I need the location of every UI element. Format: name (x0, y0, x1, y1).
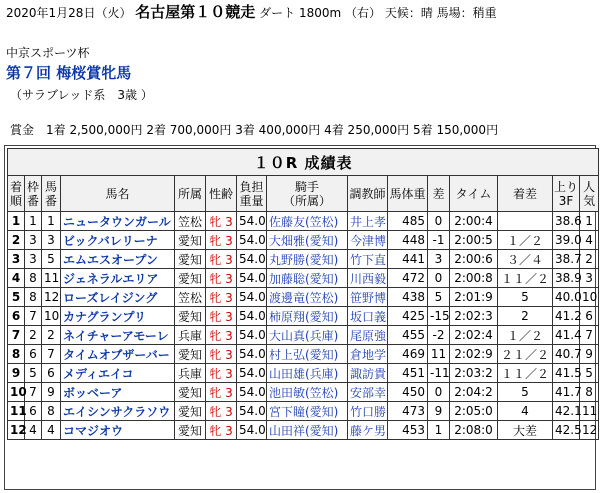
col-weight: 負担 重量 (237, 176, 267, 212)
race-name: 第７回 梅桜賞牝馬 (6, 64, 132, 82)
result-body-weight: 448 (388, 231, 428, 250)
result-weight-diff: -2 (428, 326, 450, 345)
result-body-weight: 453 (388, 421, 428, 440)
result-affiliation: 愛知 (175, 269, 206, 288)
result-sex: 牝 (209, 271, 222, 286)
result-margin: １１／２ (498, 364, 553, 383)
result-age: 3 (225, 271, 233, 286)
result-rank: 10 (8, 383, 25, 402)
result-margin: 5 (498, 383, 553, 402)
result-weight: 54.0 (237, 288, 267, 307)
result-sex-age (206, 212, 237, 231)
horse-name-link[interactable]: コマジオウ (61, 421, 175, 440)
result-body-weight: 485 (388, 212, 428, 231)
result-age: 3 (225, 290, 233, 305)
result-weight-diff: 0 (428, 269, 450, 288)
horse-name-link[interactable]: メディエイコ (61, 364, 175, 383)
result-last3f: 38.7 (553, 250, 580, 269)
result-time: 2:04:2 (450, 383, 498, 402)
result-weight: 54.0 (237, 307, 267, 326)
horse-name-link[interactable]: カナグランプリ (61, 307, 175, 326)
jockey-name-link[interactable]: 渡邊竜(笠松) (267, 288, 348, 307)
result-rank: 4 (8, 269, 25, 288)
result-sex: 牝 (209, 328, 222, 343)
result-margin: １／２ (498, 231, 553, 250)
result-body-weight: 472 (388, 269, 428, 288)
results-table (7, 148, 599, 440)
result-margin: 5 (498, 288, 553, 307)
result-affiliation: 愛知 (175, 402, 206, 421)
result-age: 3 (225, 328, 233, 343)
result-weight: 54.0 (237, 364, 267, 383)
result-margin (498, 212, 553, 231)
table-row (8, 269, 599, 288)
col-last3f: 上り 3F (553, 176, 580, 212)
result-sex-age (206, 269, 237, 288)
result-margin: 4 (498, 402, 553, 421)
result-frame: 3 (25, 250, 42, 269)
result-popularity: 8 (580, 383, 599, 402)
result-age: 3 (225, 423, 233, 438)
result-weight-diff: 0 (428, 383, 450, 402)
jockey-name-link[interactable]: 加藤聡(愛知) (267, 269, 348, 288)
result-frame: 6 (25, 345, 42, 364)
result-margin: ２１／２ (498, 345, 553, 364)
result-age: 3 (225, 366, 233, 381)
result-time: 2:02:9 (450, 345, 498, 364)
result-age: 3 (225, 214, 233, 229)
result-rank: 2 (8, 231, 25, 250)
result-sex-age (206, 326, 237, 345)
col-affil: 所属 (175, 176, 206, 212)
table-row (8, 383, 599, 402)
col-trainer: 調教師 (348, 176, 388, 212)
result-margin: ３／４ (498, 250, 553, 269)
trainer-name-link[interactable]: 今津博 (348, 231, 388, 250)
result-age: 3 (225, 404, 233, 419)
result-affiliation: 愛知 (175, 307, 206, 326)
horse-name-link[interactable]: エイシンサクラソウ (61, 402, 175, 421)
col-jockey: 騎手 （所属） (267, 176, 348, 212)
jockey-name-link[interactable]: 村上弘(愛知) (267, 345, 348, 364)
col-rank: 着 順 (8, 176, 25, 212)
result-sex: 牝 (209, 252, 222, 267)
result-sex-age (206, 383, 237, 402)
horse-name-link[interactable]: ニュータウンガール (61, 212, 175, 231)
result-weight-diff: 3 (428, 250, 450, 269)
result-rank: 7 (8, 326, 25, 345)
result-weight: 54.0 (237, 231, 267, 250)
race-date: 2020年1月28日 (6, 6, 96, 20)
trainer-name-link[interactable]: 倉地学 (348, 345, 388, 364)
result-time: 2:03:2 (450, 364, 498, 383)
result-sex: 牝 (209, 214, 222, 229)
result-last3f: 38.9 (553, 269, 580, 288)
col-time: タイム (450, 176, 498, 212)
trainer-name-link[interactable]: 井上孝 (348, 212, 388, 231)
result-rank: 9 (8, 364, 25, 383)
result-last3f: 41.7 (553, 383, 580, 402)
jockey-name-link[interactable]: 大山真(兵庫) (267, 326, 348, 345)
result-body-weight: 450 (388, 383, 428, 402)
result-sex-age (206, 364, 237, 383)
result-age: 3 (225, 233, 233, 248)
result-time: 2:02:4 (450, 326, 498, 345)
jockey-name-link[interactable]: 池田敏(笠松) (267, 383, 348, 402)
result-last3f: 39.0 (553, 231, 580, 250)
result-weight-diff: -11 (428, 364, 450, 383)
jockey-name-link[interactable]: 宮下瞳(愛知) (267, 402, 348, 421)
result-popularity: 2 (580, 250, 599, 269)
result-margin: １１／２ (498, 269, 553, 288)
table-row (8, 288, 599, 307)
result-number: 9 (42, 383, 61, 402)
race-track: 馬場：稍重 (436, 6, 497, 20)
result-popularity: 1 (580, 212, 599, 231)
table-row (8, 250, 599, 269)
result-sex: 牝 (209, 347, 222, 362)
result-number: 5 (42, 250, 61, 269)
header-row (8, 176, 599, 212)
result-time: 2:08:0 (450, 421, 498, 440)
race-course: ダート 1800m （右） (259, 6, 381, 20)
col-frame: 枠 番 (25, 176, 42, 212)
horse-name-link[interactable]: タイムオブザーバー (61, 345, 175, 364)
result-last3f: 41.5 (553, 364, 580, 383)
result-weight-diff: 1 (428, 421, 450, 440)
result-sex-age (206, 402, 237, 421)
race-conditions: （サラブレッド系 3歳 ） (10, 88, 153, 102)
col-horse: 馬名 (61, 176, 175, 212)
result-rank: 11 (8, 402, 25, 421)
race-sponsor: 中京スポーツ杯 (6, 46, 90, 60)
result-affiliation: 笠松 (175, 212, 206, 231)
result-affiliation: 愛知 (175, 421, 206, 440)
result-sex: 牝 (209, 290, 222, 305)
result-weight-diff: 5 (428, 288, 450, 307)
results-body (8, 212, 599, 440)
table-row (8, 231, 599, 250)
result-body-weight: 438 (388, 288, 428, 307)
result-weight: 54.0 (237, 383, 267, 402)
result-last3f: 41.4 (553, 326, 580, 345)
result-frame: 6 (25, 402, 42, 421)
jockey-name-link[interactable]: 佐藤友(笠松) (267, 212, 348, 231)
result-margin: 2 (498, 307, 553, 326)
result-sex: 牝 (209, 366, 222, 381)
table-caption: １０R 成績表 (8, 149, 599, 176)
result-weight-diff: 0 (428, 212, 450, 231)
result-affiliation: 愛知 (175, 383, 206, 402)
result-body-weight: 473 (388, 402, 428, 421)
result-time: 2:00:8 (450, 269, 498, 288)
result-frame: 1 (25, 212, 42, 231)
horse-name-link[interactable]: エムエスオープン (61, 250, 175, 269)
table-row (8, 421, 599, 440)
result-time: 2:00:4 (450, 212, 498, 231)
result-frame: 2 (25, 326, 42, 345)
jockey-name-link[interactable]: 丸野勝(愛知) (267, 250, 348, 269)
result-popularity: 11 (580, 402, 599, 421)
result-popularity: 5 (580, 364, 599, 383)
result-sex: 牝 (209, 309, 222, 324)
result-frame: 5 (25, 364, 42, 383)
result-popularity: 3 (580, 269, 599, 288)
result-popularity: 7 (580, 326, 599, 345)
result-affiliation: 兵庫 (175, 326, 206, 345)
result-weight-diff: -15 (428, 307, 450, 326)
result-affiliation: 愛知 (175, 231, 206, 250)
result-number: 8 (42, 402, 61, 421)
result-body-weight: 425 (388, 307, 428, 326)
result-margin: 大差 (498, 421, 553, 440)
horse-name-link[interactable]: ジェネラルエリア (61, 269, 175, 288)
result-sex: 牝 (209, 233, 222, 248)
result-popularity: 4 (580, 231, 599, 250)
result-time: 2:02:3 (450, 307, 498, 326)
result-last3f: 40.0 (553, 288, 580, 307)
result-popularity: 12 (580, 421, 599, 440)
result-number: 7 (42, 345, 61, 364)
table-row (8, 326, 599, 345)
result-time: 2:05:0 (450, 402, 498, 421)
table-row (8, 364, 599, 383)
jockey-name-link[interactable]: 柿原翔(愛知) (267, 307, 348, 326)
result-sex: 牝 (209, 423, 222, 438)
result-rank: 1 (8, 212, 25, 231)
result-body-weight: 455 (388, 326, 428, 345)
trainer-name-link[interactable]: 安部幸 (348, 383, 388, 402)
trainer-name-link[interactable]: 川西毅 (348, 269, 388, 288)
result-affiliation: 愛知 (175, 345, 206, 364)
horse-name-link[interactable]: ビックバレリーナ (61, 231, 175, 250)
result-sex-age (206, 288, 237, 307)
col-popularity: 人 気 (580, 176, 599, 212)
race-weather: 天候：晴 (384, 6, 433, 20)
result-affiliation: 兵庫 (175, 364, 206, 383)
result-affiliation: 笠松 (175, 288, 206, 307)
trainer-name-link[interactable]: 藤ケ男 (348, 421, 388, 440)
result-frame: 8 (25, 269, 42, 288)
result-sex: 牝 (209, 385, 222, 400)
trainer-name-link[interactable]: 諏訪貴 (348, 364, 388, 383)
table-row (8, 212, 599, 231)
result-sex-age (206, 250, 237, 269)
result-age: 3 (225, 252, 233, 267)
result-sex-age (206, 307, 237, 326)
result-popularity: 6 (580, 307, 599, 326)
table-row (8, 307, 599, 326)
result-sex-age (206, 421, 237, 440)
result-number: 11 (42, 269, 61, 288)
result-last3f: 38.6 (553, 212, 580, 231)
col-bodyweight: 馬体重 (388, 176, 428, 212)
result-popularity: 10 (580, 288, 599, 307)
result-number: 2 (42, 326, 61, 345)
result-frame: 8 (25, 288, 42, 307)
result-time: 2:00:6 (450, 250, 498, 269)
result-sex: 牝 (209, 404, 222, 419)
result-number: 3 (42, 231, 61, 250)
result-time: 2:01:9 (450, 288, 498, 307)
result-rank: 12 (8, 421, 25, 440)
jockey-name-link[interactable]: 山田祥(愛知) (267, 421, 348, 440)
result-weight: 54.0 (237, 402, 267, 421)
result-popularity: 9 (580, 345, 599, 364)
result-weight: 54.0 (237, 421, 267, 440)
race-weekday: （火） (95, 6, 132, 20)
trainer-name-link[interactable]: 竹口勝 (348, 402, 388, 421)
horse-name-link[interactable]: ボッベーア (61, 383, 175, 402)
result-body-weight: 469 (388, 345, 428, 364)
result-frame: 3 (25, 231, 42, 250)
race-header (6, 3, 497, 22)
result-weight: 54.0 (237, 212, 267, 231)
trainer-name-link[interactable]: 竹下直 (348, 250, 388, 269)
result-number: 10 (42, 307, 61, 326)
result-age: 3 (225, 347, 233, 362)
result-weight: 54.0 (237, 345, 267, 364)
result-rank: 8 (8, 345, 25, 364)
trainer-name-link[interactable]: 笹野博 (348, 288, 388, 307)
result-frame: 4 (25, 421, 42, 440)
result-rank: 3 (8, 250, 25, 269)
result-last3f: 42.5 (553, 421, 580, 440)
result-weight-diff: 11 (428, 345, 450, 364)
result-weight-diff: 9 (428, 402, 450, 421)
col-diff: 差 (428, 176, 450, 212)
result-weight: 54.0 (237, 250, 267, 269)
table-row (8, 345, 599, 364)
result-body-weight: 451 (388, 364, 428, 383)
result-age: 3 (225, 385, 233, 400)
result-margin: １／２ (498, 326, 553, 345)
trainer-name-link[interactable]: 尾原強 (348, 326, 388, 345)
trainer-name-link[interactable]: 坂口義 (348, 307, 388, 326)
result-frame: 7 (25, 307, 42, 326)
result-last3f: 41.2 (553, 307, 580, 326)
race-prize: 賞金 1着 2,500,000円 2着 700,000円 3着 400,000円 4着 250,000円 5着 150,000円 (10, 123, 499, 137)
result-weight-diff: -1 (428, 231, 450, 250)
result-last3f: 40.7 (553, 345, 580, 364)
horse-name-link[interactable]: ネイチャーアモーレ (61, 326, 175, 345)
result-number: 6 (42, 364, 61, 383)
result-number: 12 (42, 288, 61, 307)
col-margin: 着差 (498, 176, 553, 212)
jockey-name-link[interactable]: 大畑雅(愛知) (267, 231, 348, 250)
result-age: 3 (225, 309, 233, 324)
result-body-weight: 441 (388, 250, 428, 269)
result-sex-age (206, 345, 237, 364)
result-rank: 5 (8, 288, 25, 307)
result-last3f: 42.1 (553, 402, 580, 421)
result-affiliation: 愛知 (175, 250, 206, 269)
result-time: 2:00:5 (450, 231, 498, 250)
table-row (8, 402, 599, 421)
result-number: 4 (42, 421, 61, 440)
horse-name-link[interactable]: ローズレイジング (61, 288, 175, 307)
col-sexage: 性齢 (206, 176, 237, 212)
results-panel (4, 145, 596, 490)
result-number: 1 (42, 212, 61, 231)
jockey-name-link[interactable]: 山田雄(兵庫) (267, 364, 348, 383)
result-frame: 7 (25, 383, 42, 402)
race-title: 名古屋第１０競走 (135, 3, 256, 21)
result-sex-age (206, 231, 237, 250)
col-number: 馬 番 (42, 176, 61, 212)
result-weight: 54.0 (237, 269, 267, 288)
result-rank: 6 (8, 307, 25, 326)
result-weight: 54.0 (237, 326, 267, 345)
